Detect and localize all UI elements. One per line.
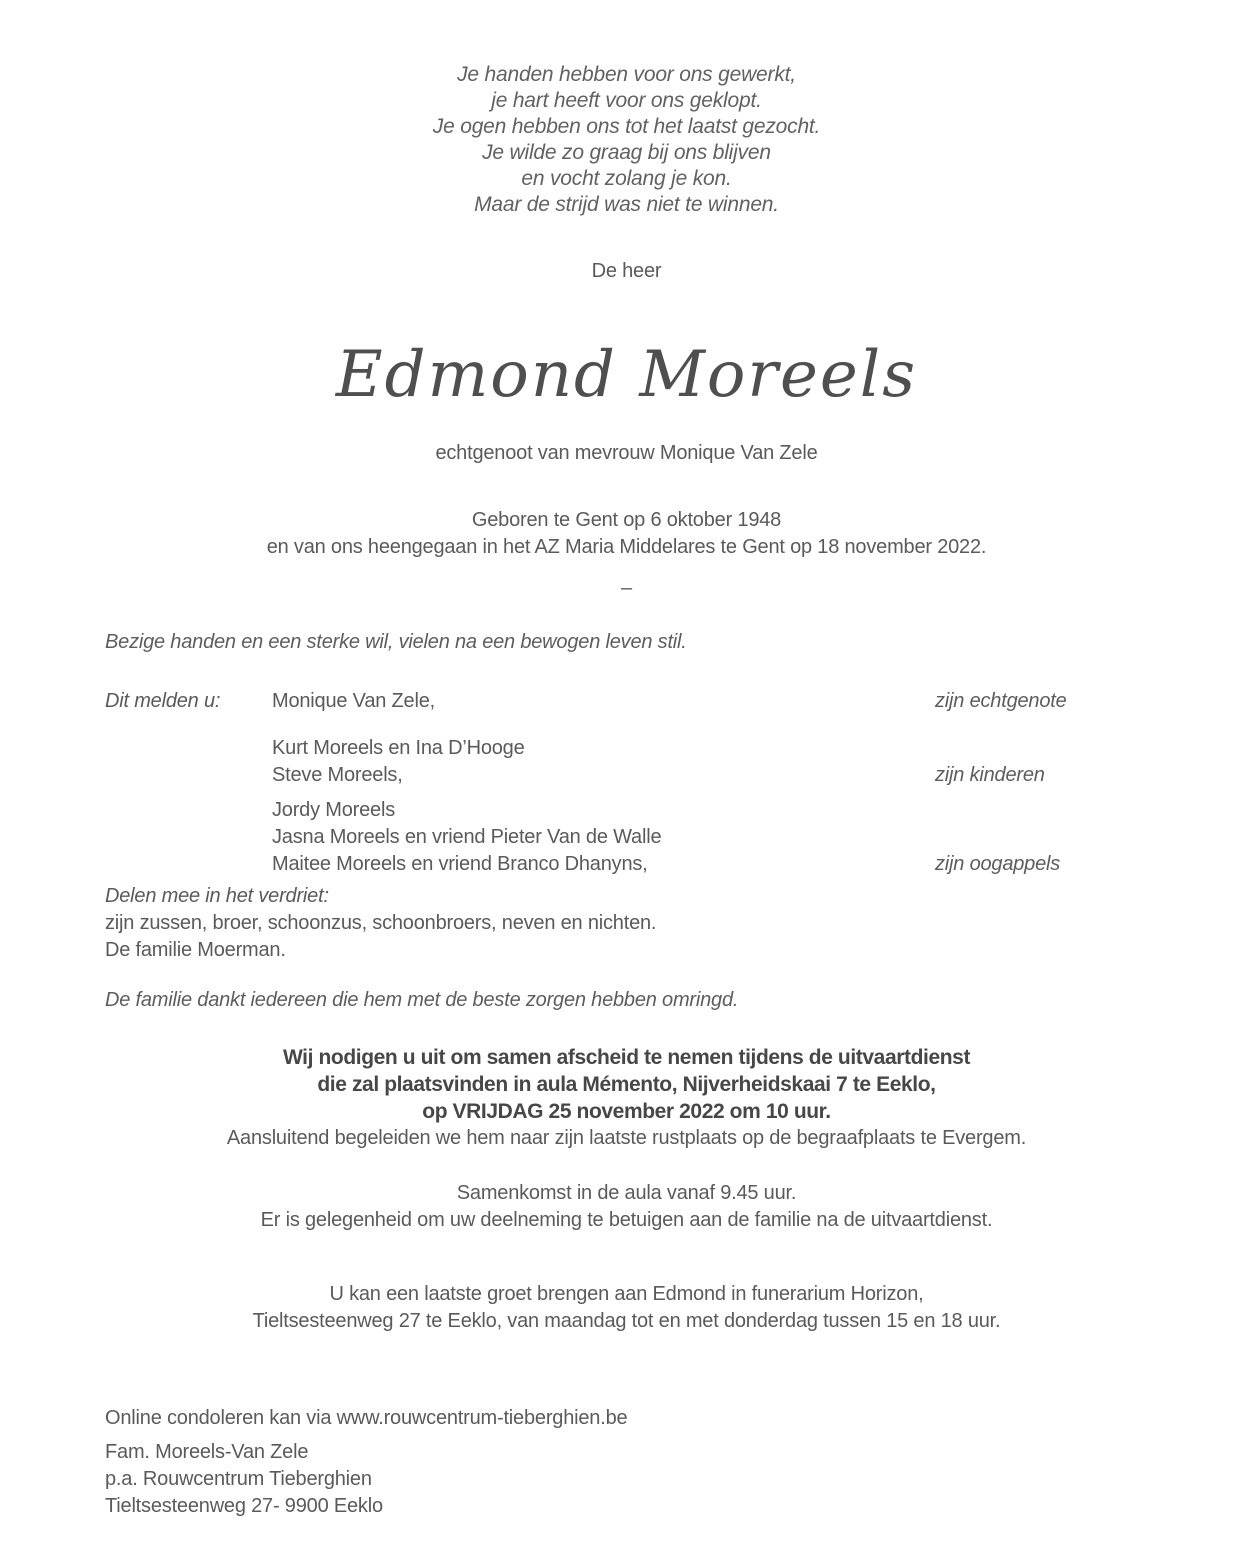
relation-label: zijn echtgenote [935,690,1067,712]
visitation-section [0,1281,1253,1335]
poem-line: en vocht zolang je kon. [521,167,732,190]
address-line: Tieltsesteenweg 27- 9900 Eeklo [105,1495,383,1517]
poem-line: Je ogen hebben ons tot het laatst gezocht. [432,115,821,138]
grief-line: zijn zussen, broer, schoonzus, schoonbroers, neven en nichten. [105,912,657,934]
address-line: p.a. Rouwcentrum Tieberghien [105,1468,372,1490]
family-member-name: Jordy Moreels [272,799,395,821]
motto-line: Bezige handen en een sterke wil, vielen na een bewogen leven stil. [105,631,687,653]
gathering-line: Er is gelegenheid om uw deelneming te betuigen aan de familie na de uitvaartdienst. [260,1209,993,1231]
family-group-names [272,688,935,715]
birth-death-block [0,507,1253,561]
relation-label: zijn kinderen [935,764,1045,786]
invitation-line: die zal plaatsvinden in aula Mémento, Nijverheidskaai 7 te Eeklo, [317,1073,936,1096]
poem-line: Je handen hebben voor ons gewerkt, [457,63,796,86]
family-group-names [272,735,935,789]
relation-label: zijn oogappels [935,853,1061,875]
family-member-name: Steve Moreels, [272,764,403,786]
birth-line: Geboren te Gent op 6 oktober 1948 [471,509,782,531]
family-member-name: Monique Van Zele, [272,690,435,712]
memorial-poem [0,62,1253,218]
family-member-name: Maitee Moreels en vriend Branco Dhanyns, [272,853,648,875]
deceased-name: Edmond Moreels [335,338,918,412]
announcers-label: Dit melden u: [105,690,221,712]
family-group [105,735,1148,789]
invitation-line: op VRIJDAG 25 november 2022 om 10 uur. [422,1100,831,1123]
condolence-line: Online condoleren kan via www.rouwcentrum-tieberghien.be [105,1407,628,1429]
salutation: De heer [591,260,662,282]
spouse-line: echtgenoot van mevrouw Monique Van Zele [435,442,818,464]
gathering-section [0,1180,1253,1234]
family-member-name: Kurt Moreels en Ina D’Hooge [272,737,525,759]
visitation-line: U kan een laatste groet brengen aan Edmond in funerarium Horizon, [329,1283,924,1305]
grief-line: De familie Moerman. [105,939,286,961]
visitation-line: Tieltsesteenweg 27 te Eeklo, van maandag tot en met donderdag tussen 15 en 18 uur. [252,1310,1001,1332]
funeral-invitation [0,1044,1253,1125]
grief-intro-label: Delen mee in het verdriet: [105,885,329,907]
poem-line: je hart heeft voor ons geklopt. [491,89,762,112]
gathering-line: Samenkomst in de aula vanaf 9.45 uur. [456,1182,797,1204]
announcers-section [0,688,1253,878]
grief-section [0,883,1253,964]
poem-line: Je wilde zo graag bij ons blijven [482,141,771,164]
invitation-line: Wij nodigen u uit om samen afscheid te nemen tijdens de uitvaartdienst [282,1046,971,1069]
family-member-name: Jasna Moreels en vriend Pieter Van de Walle [272,826,662,848]
address-line: Fam. Moreels-Van Zele [105,1441,309,1463]
announcers-label-spacer [105,797,272,878]
burial-line: Aansluitend begeleiden we hem naar zijn laatste rustplaats op de begraafplaats te Evergem. [226,1127,1027,1149]
thanks-line: De familie dankt iedereen die hem met de beste zorgen hebben omringd. [105,989,739,1011]
family-group-names [272,797,935,878]
section-divider: – [621,577,632,599]
family-group [105,688,1148,715]
family-group [105,797,1148,878]
contact-address [0,1439,1253,1520]
poem-line: Maar de strijd was niet te winnen. [474,193,779,216]
death-line: en van ons heengegaan in het AZ Maria Middelares te Gent op 18 november 2022. [266,536,987,558]
announcers-label-spacer [105,735,272,789]
